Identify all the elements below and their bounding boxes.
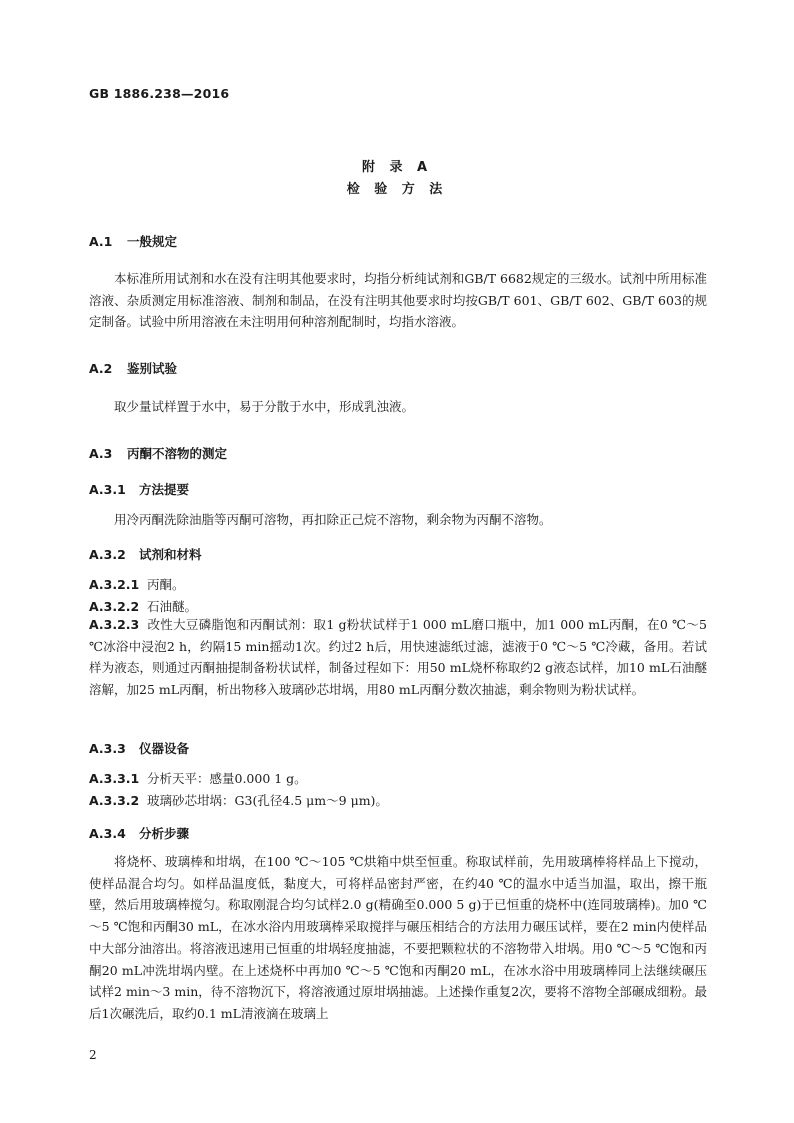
item-number: A.3.2.1 — [89, 577, 140, 592]
paragraph-a1: 本标准所用试剂和水在没有注明其他要求时，均指分析纯试剂和GB/T 6682规定的三级水。试剂中所用标准溶液、杂质测定用标准溶液、制剂和制品，在没有注明其他要求时均按GB/T 601、GB/T 602、GB/T 603的规定制备。试验中所用溶液在未注明用何种溶剂配制时，均指水溶液。 — [89, 271, 707, 330]
heading-number: A.3.4 — [89, 826, 126, 841]
heading-title: 分析步骤 — [139, 826, 190, 841]
item-text: 分析天平：感量0.000 1 g。 — [147, 771, 307, 786]
page-number: 2 — [89, 1048, 97, 1062]
heading-a1 — [89, 232, 177, 250]
item-number: A.3.3.1 — [89, 771, 140, 786]
item-text: 改性大豆磷脂饱和丙酮试剂：取1 g粉状试样于1 000 mL磨口瓶中，加1 000 mL丙酮，在0 ℃～5 ℃冰浴中浸泡2 h，约隔15 min摇动1次。约过2 h后，用快速滤纸过滤，滤液于0 ℃～5 ℃冷藏，备用。若试样为液态，则通过丙酮抽提制备粉状试样，制备过程如下：用50 mL烧杯称取约2 g液态试样，加10 mL石油醚溶解，加25 mL丙酮，析出物移入玻璃砂芯坩埚，用80 mL丙酮分数次抽滤，剩余物则为粉状试样。 — [89, 617, 707, 698]
heading-number: A.3.2 — [89, 547, 126, 562]
paragraph-a3-4: 将烧杯、玻璃棒和坩埚，在100 ℃～105 ℃烘箱中烘至恒重。称取试样前，先用玻璃棒将样品上下搅动，使样品混合均匀。如样品温度低，黏度大，可将样品密封严密，在约40 ℃的温水中适当加温，取出，擦干瓶壁，然后用玻璃棒搅匀。称取刚混合均匀试样2.0 g(精确至0.000 5 g)于已恒重的烧杯中(连同玻璃棒)。加0 ℃～5 ℃饱和丙酮30 mL，在冰水浴内用玻璃棒采取搅拌与碾压相结合的方法用力碾压试样，要在2 min内使样品中大部分油溶出。将溶液迅速用已恒重的坩埚轻度抽滤，不要把颗粒状的不溶物带入坩埚。用0 ℃～5 ℃饱和丙酮20 mL冲洗坩埚内壁。在上述烧杯中再加0 ℃～5 ℃饱和丙酮20 mL，在冰水浴中用玻璃棒同上法继续碾压试样2 min～3 min，待不溶物沉下，将溶液通过原坩埚抽滤。上述操作重复2次，要将不溶物全部碾成细粉。最后1次碾洗后，取约0.1 mL清液滴在玻璃上 — [89, 854, 707, 1021]
annex-label: 附 录 A — [361, 160, 433, 175]
heading-a3 — [89, 444, 227, 462]
heading-title: 方法提要 — [139, 482, 190, 497]
heading-a3-1 — [89, 480, 189, 498]
item-a3-3-1 — [89, 769, 307, 787]
heading-title: 试剂和材料 — [139, 547, 202, 562]
heading-a2 — [89, 359, 177, 377]
item-text: 丙酮。 — [147, 577, 185, 592]
standard-code: GB 1886.238—2016 — [89, 86, 230, 101]
heading-title: 仪器设备 — [139, 741, 190, 756]
paragraph-a3-1: 用冷丙酮洗除油脂等丙酮可溶物，再扣除正己烷不溶物，剩余物为丙酮不溶物。 — [114, 512, 552, 527]
heading-number: A.3.3 — [89, 741, 126, 756]
heading-number: A.3 — [89, 446, 113, 461]
heading-title: 丙酮不溶物的测定 — [127, 446, 228, 461]
heading-a3-4 — [89, 824, 189, 842]
heading-number: A.1 — [89, 234, 113, 249]
paragraph-a2: 取少量试样置于水中，易于分散于水中，形成乳浊液。 — [114, 399, 415, 414]
item-a3-3-2 — [89, 791, 388, 809]
item-text: 玻璃砂芯坩埚：G3(孔径4.5 μm～9 μm)。 — [147, 793, 388, 808]
annex-title: 检 验 方 法 — [346, 182, 448, 197]
heading-title: 一般规定 — [127, 234, 178, 249]
item-number: A.3.2.3 — [89, 617, 140, 632]
heading-title: 鉴别试验 — [127, 361, 178, 376]
item-a3-2-1 — [89, 575, 185, 593]
heading-a3-3 — [89, 739, 189, 757]
item-a3-2-3 — [89, 614, 707, 701]
heading-a3-2 — [89, 545, 202, 563]
item-number: A.3.3.2 — [89, 793, 140, 808]
heading-number: A.3.1 — [89, 482, 126, 497]
item-number: A.3.2.2 — [89, 599, 140, 614]
item-text: 石油醚。 — [147, 599, 198, 614]
heading-number: A.2 — [89, 361, 113, 376]
item-a3-2-2 — [89, 597, 197, 615]
